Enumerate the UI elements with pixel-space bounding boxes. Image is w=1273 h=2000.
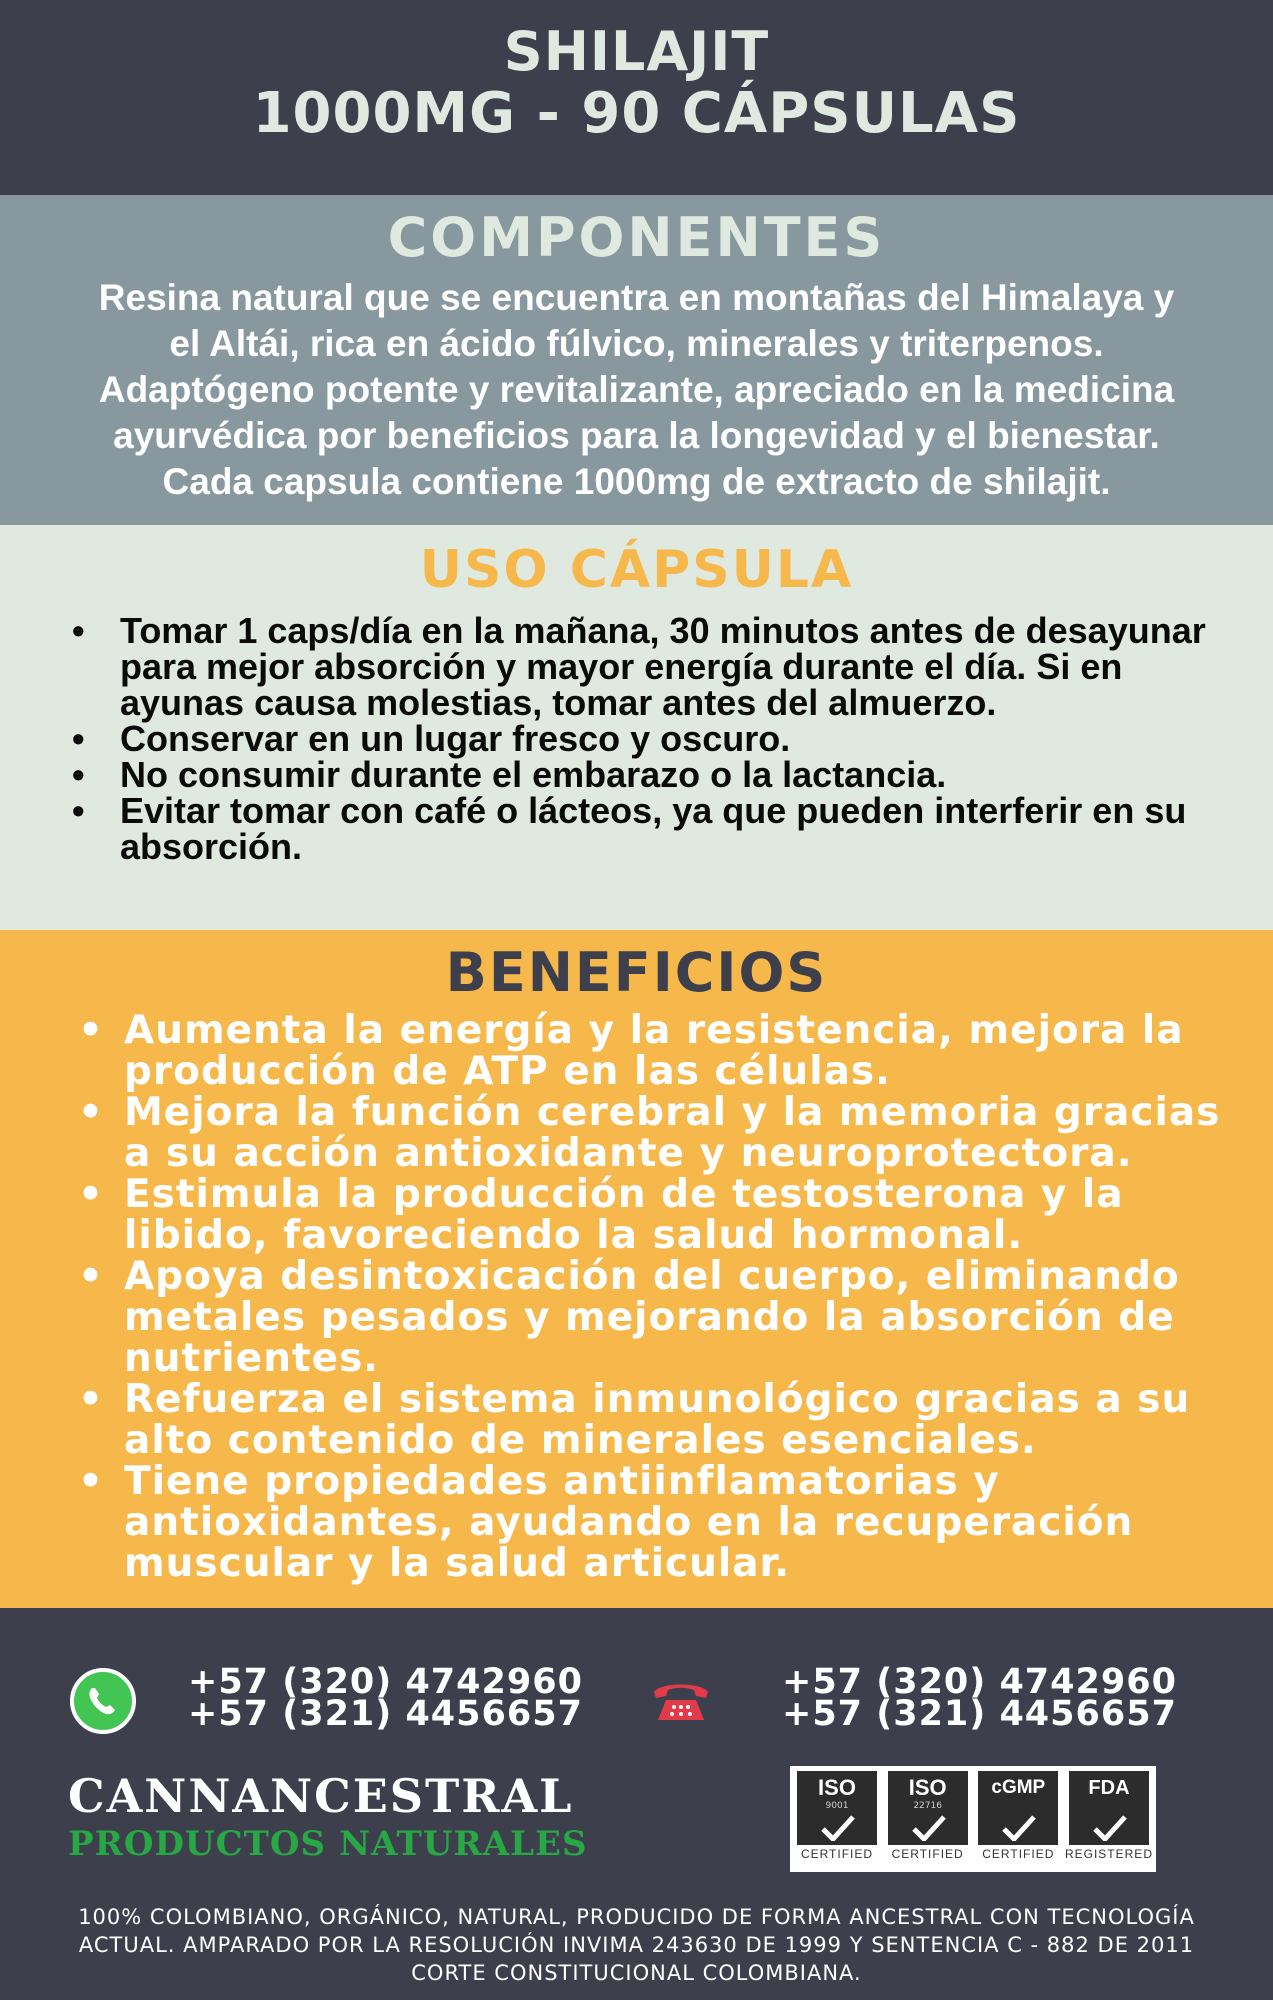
uso-item: • Conservar en un lugar fresco y oscuro. [120, 721, 1273, 757]
cert-code: 9001 [825, 1801, 849, 1811]
cert-name: cGMP [991, 1777, 1046, 1798]
beneficios-list [0, 1010, 1273, 1584]
telephone-phones [782, 1662, 1177, 1734]
certification-badges [790, 1766, 1156, 1872]
legal-line: ACTUAL. AMPARADO POR LA RESOLUCIÓN INVIMA 243630 DE 1999 Y SENTENCIA C - 882 DE 2011 [78, 1933, 1195, 1957]
componentes-line: el Altái, rica en ácido fúlvico, minerales y triterpenos. [169, 323, 1104, 364]
uso-item: • Evitar tomar con café o lácteos, ya que pueden interferir en su absorción. [120, 793, 1273, 865]
cert-badge [976, 1771, 1060, 1867]
componentes-line: Resina natural que se encuentra en montañas del Himalaya y [98, 277, 1175, 318]
beneficio-item: • Apoya desintoxicación del cuerpo, eliminando metales pesados y mejorando la absorción de nutrientes. [124, 1256, 1273, 1379]
cert-label: CERTIFIED [891, 1847, 964, 1861]
check-icon [912, 1815, 946, 1841]
whatsapp-phone[interactable]: +57 (320) 4742960 [188, 1662, 583, 1702]
beneficio-item: • Aumenta la energía y la resistencia, mejora la producción de ATP en las células. [124, 1010, 1273, 1092]
cert-badge [886, 1771, 970, 1867]
cert-label: REGISTERED [1064, 1847, 1153, 1861]
product-title: SHILAJIT [503, 20, 770, 83]
componentes-text [40, 275, 1233, 505]
uso-list [0, 610, 1273, 867]
brand-tagline: PRODUCTOS NATURALES [68, 1824, 588, 1864]
beneficios-section [0, 930, 1273, 1608]
cert-code: 22716 [913, 1801, 942, 1811]
cert-name: FDA [1088, 1777, 1130, 1799]
check-icon [821, 1815, 855, 1841]
componentes-section [0, 195, 1273, 525]
product-subtitle: 1000MG - 90 CÁPSULAS [252, 81, 1021, 146]
legal-line: CORTE CONSTITUCIONAL COLOMBIANA. [411, 1961, 862, 1985]
brand-logo [68, 1768, 668, 1864]
cert-badge [795, 1771, 879, 1867]
whatsapp-phones [188, 1662, 583, 1734]
componentes-line: Adaptógeno potente y revitalizante, apreciado en la medicina [98, 369, 1175, 410]
uso-heading: USO CÁPSULA [419, 540, 854, 600]
whatsapp-phone[interactable]: +57 (321) 4456657 [188, 1694, 583, 1734]
cert-name: ISO [908, 1775, 947, 1800]
header [0, 0, 1273, 195]
uso-item: • Tomar 1 caps/día en la mañana, 30 minutos antes de desayunar para mejor absorción y mayor energía durante el día. Si en ayunas causa molestias, tomar antes del almuerzo. [120, 613, 1273, 721]
telephone-phone[interactable]: +57 (321) 4456657 [782, 1694, 1177, 1734]
check-icon [1002, 1815, 1036, 1841]
cert-label: CERTIFIED [982, 1847, 1055, 1861]
telephone-icon[interactable] [650, 1678, 712, 1724]
cert-label: CERTIFIED [800, 1847, 874, 1861]
whatsapp-icon[interactable] [70, 1668, 136, 1734]
beneficio-item: • Refuerza el sistema inmunológico gracias a su alto contenido de minerales esenciales. [124, 1379, 1273, 1461]
beneficio-item: • Mejora la función cerebral y la memoria gracias a su acción antioxidante y neuroprotectora. [124, 1092, 1273, 1174]
cert-name: ISO [818, 1775, 856, 1800]
legal-notice [0, 1903, 1273, 1987]
componentes-line: Cada capsula contiene 1000mg de extracto de shilajit. [162, 461, 1111, 502]
legal-line: 100% COLOMBIANO, ORGÁNICO, NATURAL, PRODUCIDO DE FORMA ANCESTRAL CON TECNOLOGÍA [78, 1905, 1195, 1929]
cert-badge [1064, 1771, 1153, 1867]
uso-section [0, 525, 1273, 930]
componentes-line: ayurvédica por beneficios para la longevidad y el bienestar. [113, 415, 1160, 456]
telephone-phone[interactable]: +57 (320) 4742960 [782, 1662, 1177, 1702]
check-icon [1093, 1815, 1127, 1841]
beneficio-item: • Tiene propiedades antiinflamatorias y antioxidantes, ayudando en la recuperación muscular y la salud articular. [124, 1461, 1273, 1584]
footer [0, 1608, 1273, 2000]
beneficio-item: • Estimula la producción de testosterona y la libido, favoreciendo la salud hormonal. [124, 1174, 1273, 1256]
brand-name: CANNANCESTRAL [68, 1769, 574, 1823]
beneficios-heading: BENEFICIOS [445, 941, 828, 1004]
componentes-heading: COMPONENTES [387, 206, 886, 269]
uso-item: • No consumir durante el embarazo o la lactancia. [120, 757, 1273, 793]
